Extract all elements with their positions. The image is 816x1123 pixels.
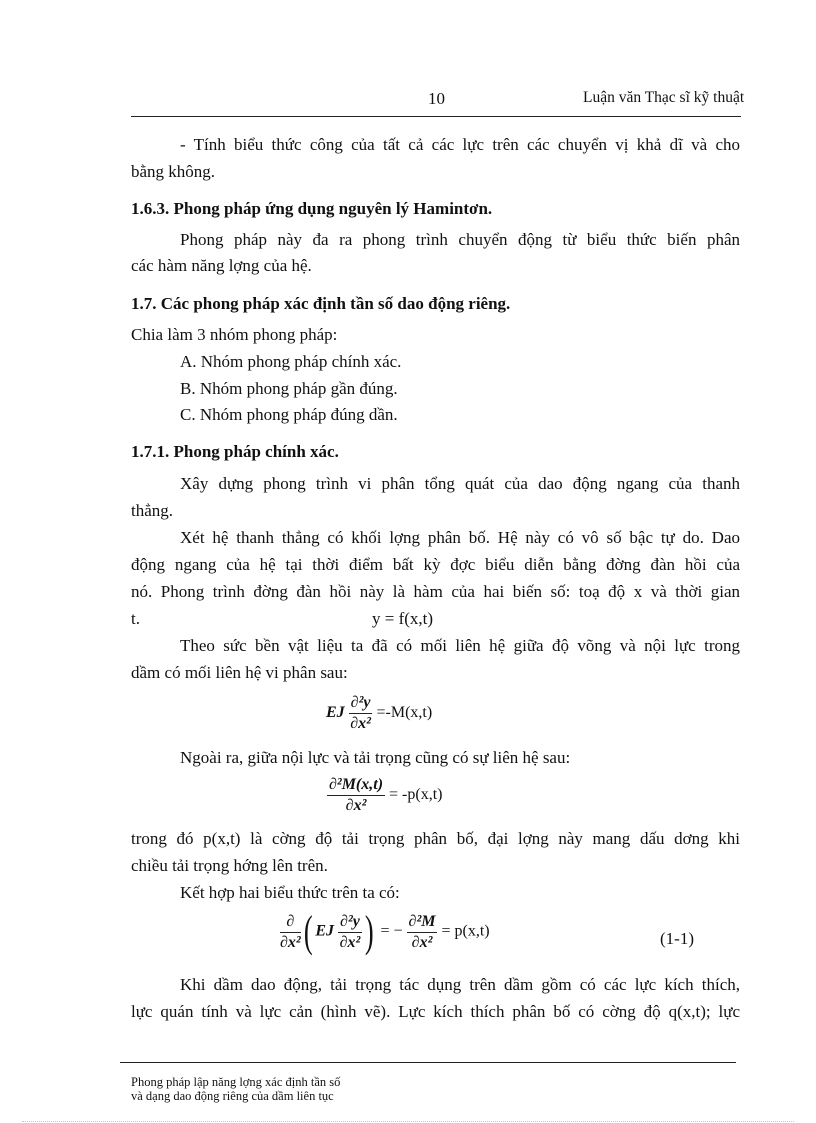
page-number: 10 xyxy=(428,89,445,108)
eq2-den: ∂x² xyxy=(345,797,367,814)
p1-line1: - Tính biểu thức công của tất cả các lực trên các chuyển vị khả dĩ và cho xyxy=(180,135,740,154)
equation-2 xyxy=(327,776,442,815)
eq3-num: ∂²y xyxy=(338,913,362,933)
equation-3 xyxy=(280,907,490,956)
p4-line1: Xây dựng phong trình vi phân tổng quát của dao động ngang của thanh xyxy=(180,474,740,493)
p7: Ngoài ra, giữa nội lực và tải trọng cũng có sự liên hệ sau: xyxy=(180,748,571,767)
eq3-coef: EJ xyxy=(315,922,335,940)
bottom-dotted-border xyxy=(22,1121,794,1122)
eq2-fraction xyxy=(327,776,385,815)
eq3-den2: ∂x² xyxy=(411,933,433,951)
footer-line2: và dạng dao động riêng của dầm liên tục xyxy=(131,1089,334,1103)
eq3-dx: ∂x² xyxy=(280,933,301,951)
p6-line1: Theo sức bền vật liệu ta đã có mối liên hệ giữa độ võng và nội lực trong xyxy=(180,636,740,655)
p9: Kết hợp hai biểu thức trên ta có: xyxy=(180,883,400,902)
eq3-d: ∂ xyxy=(280,913,301,933)
list-item-a: A. Nhóm phong pháp chính xác. xyxy=(180,352,402,371)
p5-line1: Xét hệ thanh thẳng có khối lợng phân bố. Hệ này có vô số bậc tự do. Dao xyxy=(180,528,740,547)
eq3-fraction-2 xyxy=(407,913,438,952)
p10-line1: Khi dầm dao động, tải trọng tác dụng trên dầm gồm có các lực kích thích, xyxy=(180,975,740,994)
list-item-b: B. Nhóm phong pháp gần đúng. xyxy=(180,379,398,398)
p2-line2: các hàm năng lợng của hệ. xyxy=(131,256,312,275)
eq3-d-fraction xyxy=(280,913,301,952)
eq1-num: ∂²y xyxy=(349,694,373,714)
eq3-num2: ∂²M xyxy=(407,913,438,933)
p8-line2: chiều tải trọng hớng lên trên. xyxy=(131,856,328,875)
p5-line4-t: t. xyxy=(131,609,140,628)
eq1-den: ∂x² xyxy=(350,715,371,732)
header-rule xyxy=(131,116,741,117)
p10-line2: lực quán tính và lực cản (hình vẽ). Lực kích thích phân bố có cờng độ q(x,t); lực xyxy=(131,1002,740,1021)
eq3-label: (1-1) xyxy=(660,929,694,948)
p5-line2: động ngang của hệ tại thời điểm bất kỳ đợc biểu diễn bằng đờng đàn hồi của xyxy=(131,555,740,574)
p8-line1: trong đó p(x,t) là cờng độ tải trọng phân bố, đại lợng này mang dấu dơng khi xyxy=(131,829,740,848)
eq3-right-paren: ) xyxy=(364,907,374,956)
heading-1-6-3: 1.6.3. Phong pháp ứng dụng nguyên lý Hamintơn. xyxy=(131,199,493,218)
p1-line2: bằng không. xyxy=(131,162,216,181)
list-item-c: C. Nhóm phong pháp đúng dần. xyxy=(180,405,398,424)
eq1-coef: EJ xyxy=(326,704,345,722)
footer-line1: Phong pháp lập năng lợng xác định tần số xyxy=(131,1075,341,1089)
p4-line2: thẳng. xyxy=(131,501,174,520)
eq3-left-paren: ( xyxy=(303,907,313,956)
p5-line4-y: y = f(x,t) xyxy=(372,609,434,628)
p6-line2: dầm có mối liên hệ vi phân sau: xyxy=(131,663,348,682)
heading-1-7: 1.7. Các phong pháp xác định tần số dao động riêng. xyxy=(131,294,511,313)
eq3-mid: = − xyxy=(380,922,403,940)
heading-1-7-1: 1.7.1. Phong pháp chính xác. xyxy=(131,442,339,461)
p3: Chia làm 3 nhóm phong pháp: xyxy=(131,325,338,344)
p2-line1: Phong pháp này đa ra phong trình chuyển động từ biểu thức biến phân xyxy=(180,230,740,249)
running-title: Luận văn Thạc sĩ kỹ thuật xyxy=(583,89,745,106)
eq2-rhs: = -p(x,t) xyxy=(389,786,443,804)
eq3-den: ∂x² xyxy=(339,933,361,951)
equation-1 xyxy=(326,694,432,733)
eq1-fraction xyxy=(349,694,373,733)
footer-rule xyxy=(120,1062,736,1063)
eq3-fraction-1 xyxy=(338,913,362,952)
eq1-rhs: =-M(x,t) xyxy=(376,704,433,722)
p5-line3: nó. Phong trình đờng đàn hồi này là hàm của hai biến số: toạ độ x và thời gian xyxy=(131,582,740,601)
eq3-rhs: = p(x,t) xyxy=(441,922,490,940)
eq2-num: ∂²M(x,t) xyxy=(327,776,385,796)
